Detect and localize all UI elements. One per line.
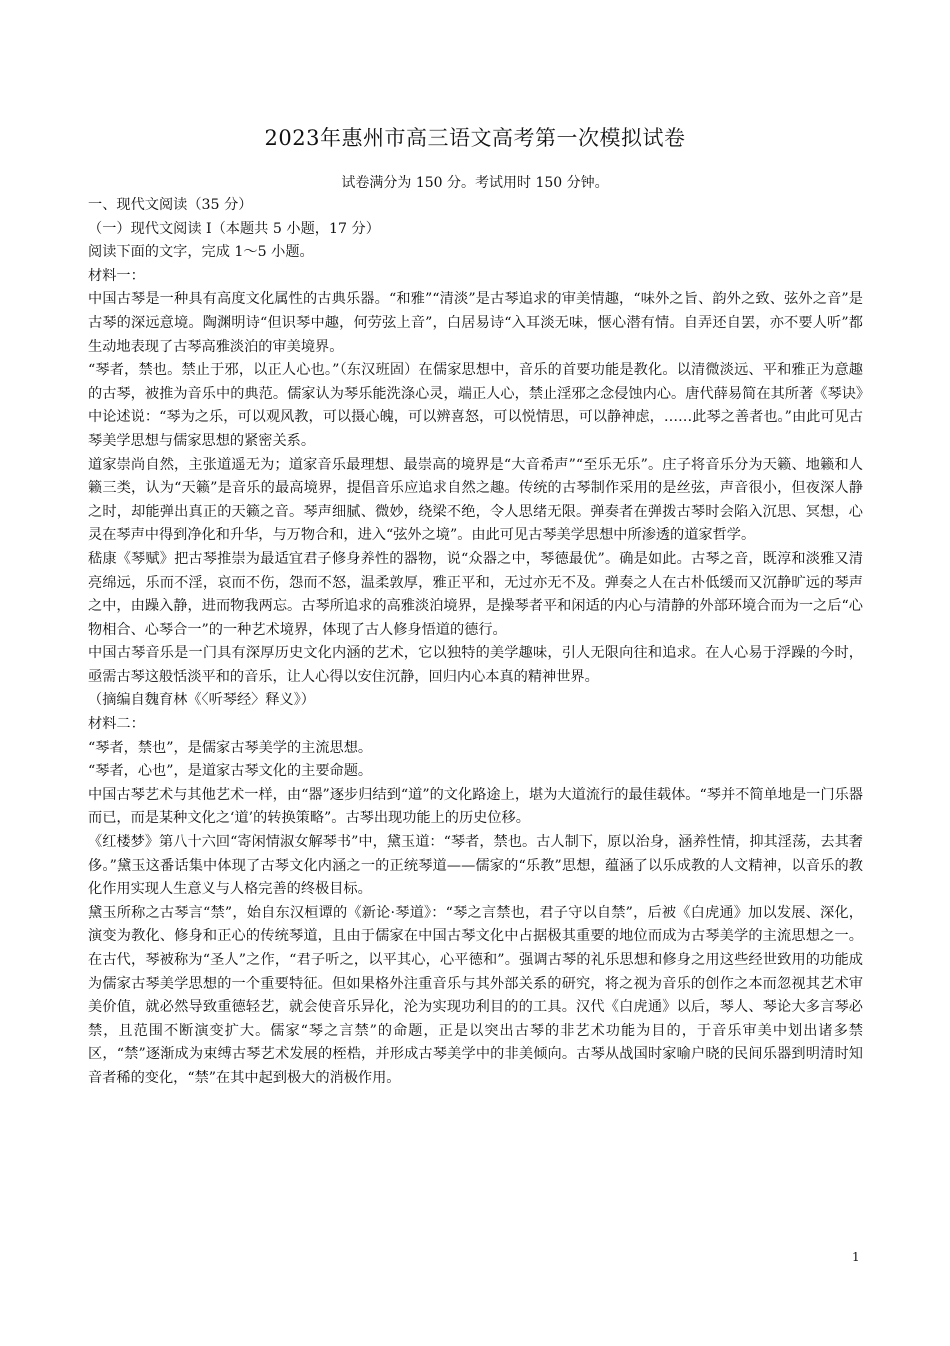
paragraph: “琴者，禁也”，是儒家古琴美学的主流思想。: [88, 739, 373, 756]
material-label: 材料二：: [88, 716, 145, 733]
reading-instruction: 阅读下面的文字，完成 1～5 小题。: [88, 244, 314, 261]
paragraph: 中国古琴音乐是一门具有深厚历史文化内涵的艺术，它以独特的美学趣味，引人无限向往和追求。在人心易于浮躁的今时，亟需古琴这般恬淡平和的音乐，让人心得以安住沉静，回归内心本真的精神世界。: [88, 645, 863, 685]
exam-title: 2023年惠州市高三语文高考第一次模拟试卷: [264, 126, 686, 150]
material-label: 材料一：: [88, 267, 145, 284]
paragraph: “琴者，禁也。禁止于邪，以正人心也。”（东汉班固）在儒家思想中，音乐的首要功能是教化。以清微淡远、平和雅正为意趣的古琴，被推为音乐中的典范。儒家认为琴乐能洗涤心灵，端正人心，禁止淫邪之念侵蚀内心。唐代薛易简在其所著《琴诀》中论述说：“琴为之乐，可以观风教，可以摄心魄，可以辨喜怒，可以悦情思，可以静神虑，……此琴之善者也。”由此可见古琴美学思想与儒家思想的紧密关系。: [88, 362, 863, 449]
paragraph: 道家崇尚自然，主张道遥无为；道家音乐最理想、最崇高的境界是“大音希声”“至乐无乐”。庄子将音乐分为天籁、地籁和人籁三类，认为“天籁”是音乐的最高境界，提倡音乐应追求自然之趣。传统的古琴制作采用的是丝弦，声音很小，但夜深人静之时，却能弹出真正的天籁之音。琴声细腻、微妙，绕梁不绝，令人思绪无限。弹奏者在弹拨古琴时会陷入沉思、冥想，心灵在琴声中得到净化和升华，与万物合和，进入“弦外之境”。由此可见古琴美学思想中所渗透的道家哲学。: [88, 456, 863, 544]
paragraph: “琴者，心也”，是道家古琴文化的主要命题。: [88, 763, 373, 780]
paragraph: 中国古琴艺术与其他艺术一样，由“器”逐步归结到“道”的文化路途上，堪为大道流行的最佳载体。“琴并不简单地是一门乐器而已，而是某种文化之‘道’的转换策略”。古琴出现功能上的历史位移。: [88, 786, 863, 827]
subsection-heading: （一）现代文阅读 I（本题共 5 小题，17 分）: [88, 220, 380, 237]
paragraph: 中国古琴是一种具有高度文化属性的古典乐器。“和雅”“清淡”是古琴追求的审美情趣，“味外之旨、韵外之致、弦外之音”是古琴的深远意境。陶渊明诗“但识琴中趣，何劳弦上音”，白居易诗“入耳淡无味，惬心潜有情。自弄还自罢，亦不要人听”都生动地表现了古琴高雅淡泊的审美境界。: [88, 291, 863, 355]
exam-body: [88, 194, 863, 1091]
section-heading: 一、现代文阅读（35 分）: [88, 197, 253, 213]
page-number: 1: [852, 1250, 860, 1264]
paragraph: 嵇康《琴赋》把古琴推崇为最适宜君子修身养性的器物，说“众器之中，琴德最优”。确是如此。古琴之音，既淳和淡雅又清亮绵远，乐而不淫，哀而不伤，怨而不怒，温柔敦厚，雅正平和，无过亦无不及。弹奏之人在古朴低缓而又沉静旷远的琴声之中，由躁入静，进而物我两忘。古琴所追求的高雅淡泊境界，是操琴者平和闲适的内心与清静的外部环境合而为一之后“心物相合、心琴合一”的一种艺术境界，体现了古人修身悟道的德行。: [88, 550, 863, 638]
source-citation: （摘编自魏育林《〈听琴经〉释义》）: [88, 692, 315, 709]
exam-instructions: 试卷满分为 150 分。考试用时 150 分钟。: [341, 175, 609, 191]
paragraph: 黛玉所称之古琴言“禁”，始自东汉桓谭的《新论·琴道》：“琴之言禁也，君子守以自禁”，后被《白虎通》加以发展、深化，演变为教化、修身和正心的传统琴道，且由于儒家在中国古琴文化中占据极其重要的地位而成为古琴美学的主流思想之一。在古代，琴被称为“圣人”之作，“君子听之，以平其心，心平德和”。强调古琴的礼乐思想和修身之用这些经世致用的功能成为儒家古琴美学思想的一个重要特征。但如果格外注重音乐与其外部关系的研究，将之视为音乐的创作之本而忽视其艺术审美价值，就必然导致重德轻艺，就会使音乐异化，沦为实现功利目的的工具。汉代《白虎通》以后，琴人、琴论大多言琴必禁，且范围不断演变扩大。儒家“琴之言禁”的命题，正是以突出古琴的非艺术功能为目的，于音乐审美中划出诸多禁区，“禁”逐渐成为束缚古琴艺术发展的桎梏，并形成古琴美学中的非美倾向。古琴从战国时家喻户晓的民间乐器到明清时知音者稀的变化，“禁”在其中起到极大的消极作用。: [88, 904, 863, 1086]
paragraph: 《红楼梦》第八十六回“寄闲情淑女解琴书”中，黛玉道：“琴者，禁也。古人制下，原以治身，涵养性情，抑其淫荡，去其奢侈。”黛玉这番话集中体现了古琴文化内涵之一的正统琴道——儒家的“乐教”思想，蕴涵了以乐成教的人文精神，以音乐的教化作用实现人生意义与人格完善的终极目标。: [88, 834, 863, 898]
